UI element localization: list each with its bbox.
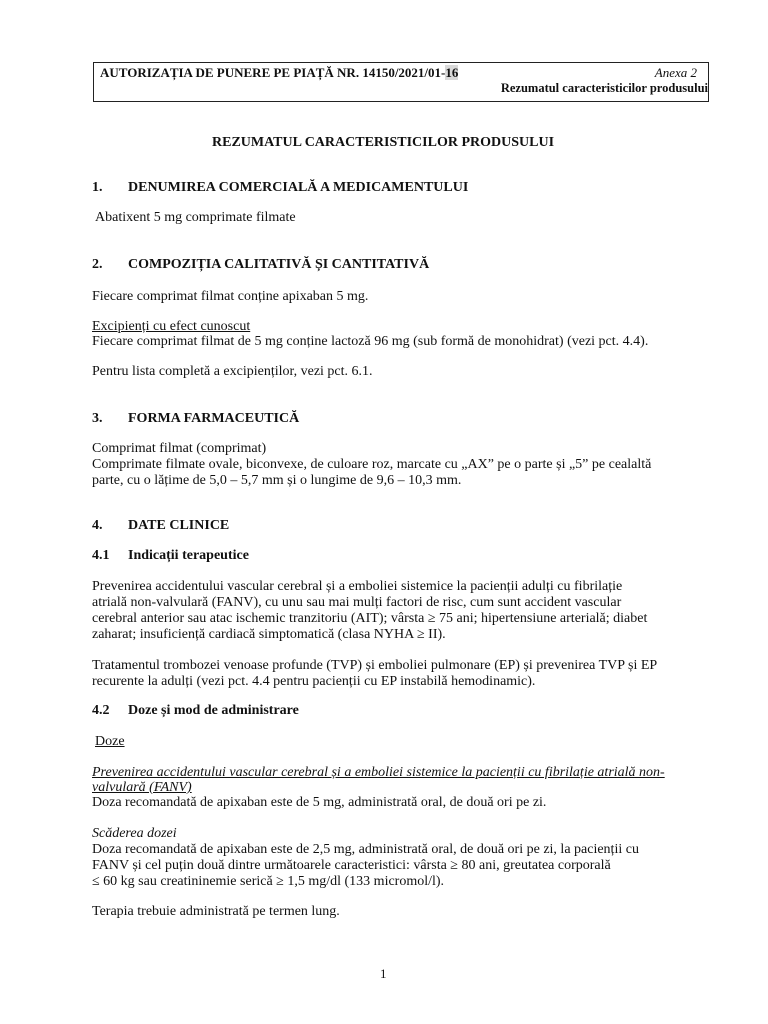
pharm-form-line-1: Comprimat filmat (comprimat) bbox=[92, 441, 267, 456]
section-1-number: 1. bbox=[92, 180, 103, 195]
section-4-1-number: 4.1 bbox=[92, 548, 110, 563]
section-3-title: FORMA FARMACEUTICĂ bbox=[128, 411, 300, 426]
annex-label: Anexa 2 bbox=[654, 65, 697, 80]
composition-text: Fiecare comprimat filmat conține apixaban 5 mg. bbox=[92, 289, 369, 304]
section-4-1-title: Indicații terapeutice bbox=[128, 548, 249, 563]
pharm-form-line-3: parte, cu o lățime de 5,0 – 5,7 mm și o lungime de 9,6 – 10,3 mm. bbox=[92, 473, 462, 488]
excipients-heading: Excipienți cu efect cunoscut bbox=[92, 319, 251, 334]
section-4-title: DATE CLINICE bbox=[128, 518, 230, 533]
section-2-title: COMPOZIȚIA CALITATIVĂ ȘI CANTITATIVĂ bbox=[128, 257, 430, 272]
section-4-number: 4. bbox=[92, 518, 103, 533]
pharm-form-line-2: Comprimate filmate ovale, biconvexe, de culoare roz, marcate cu „AX” pe o parte și „5” pe cealaltă bbox=[92, 457, 652, 472]
fanv-heading-line-1: Prevenirea accidentului vascular cerebral și a emboliei sistemice la pacienții cu fibrilație atrială non- bbox=[92, 765, 665, 780]
indication-2-line-2: recurente la adulți (vezi pct. 4.4 pentru pacienții cu EP instabilă hemodinamic). bbox=[92, 674, 536, 689]
doses-heading: Doze bbox=[95, 734, 125, 749]
recommended-dose-text: Doza recomandată de apixaban este de 5 mg, administrată oral, de două ori pe zi. bbox=[92, 795, 547, 810]
section-1-title: DENUMIREA COMERCIALĂ A MEDICAMENTULUI bbox=[128, 180, 469, 195]
fanv-heading-line-2: valvulară (FANV) bbox=[92, 780, 192, 795]
excipients-list-ref: Pentru lista completă a excipienților, vezi pct. 6.1. bbox=[92, 364, 373, 379]
dose-reduction-line-3: ≤ 60 kg sau creatininemie serică ≥ 1,5 mg/dl (133 micromol/l). bbox=[92, 874, 445, 889]
indication-2-line-1: Tratamentul trombozei venoase profunde (TVP) și emboliei pulmonare (EP) și prevenirea TVP și EP bbox=[92, 658, 658, 673]
section-4-2-number: 4.2 bbox=[92, 703, 110, 718]
indication-1-line-4: zaharat; insuficiență cardiacă simptomatică (clasa NYHA ≥ II). bbox=[92, 627, 446, 642]
document-title: REZUMATUL CARACTERISTICILOR PRODUSULUI bbox=[212, 135, 555, 150]
dose-reduction-line-2: FANV și cel puțin două dintre următoarele caracteristici: vârsta ≥ 80 ani, greutatea corporală bbox=[92, 858, 611, 873]
indication-1-line-1: Prevenirea accidentului vascular cerebral și a emboliei sistemice la pacienții adulți cu fibrilație bbox=[92, 579, 623, 594]
section-2-number: 2. bbox=[92, 257, 103, 272]
annex-subtitle: Rezumatul caracteristicilor produsului bbox=[500, 81, 708, 95]
indication-1-line-2: atrială non-valvulară (FANV), cu unu sau mai mulți factori de risc, cum sunt accident vascular bbox=[92, 595, 622, 610]
authorization-number: AUTORIZAȚIA DE PUNERE PE PIAȚĂ NR. 14150/2021/01-16 bbox=[100, 65, 459, 80]
long-term-therapy-text: Terapia trebuie administrată pe termen lung. bbox=[92, 904, 340, 919]
page-number: 1 bbox=[380, 966, 387, 981]
dose-reduction-heading: Scăderea dozei bbox=[92, 826, 177, 841]
section-3-number: 3. bbox=[92, 411, 103, 426]
excipients-text: Fiecare comprimat filmat de 5 mg conține lactoză 96 mg (sub formă de monohidrat) (vezi pct. 4.4). bbox=[92, 334, 649, 349]
dose-reduction-line-1: Doza recomandată de apixaban este de 2,5 mg, administrată oral, de două ori pe zi, la pacienții cu bbox=[92, 842, 639, 857]
indication-1-line-3: cerebral anterior sau atac ischemic tranzitoriu (AIT); vârsta ≥ 75 ani; hipertensiune arterială; diabet bbox=[92, 611, 648, 626]
section-4-2-title: Doze și mod de administrare bbox=[128, 703, 299, 718]
product-name: Abatixent 5 mg comprimate filmate bbox=[95, 210, 296, 225]
